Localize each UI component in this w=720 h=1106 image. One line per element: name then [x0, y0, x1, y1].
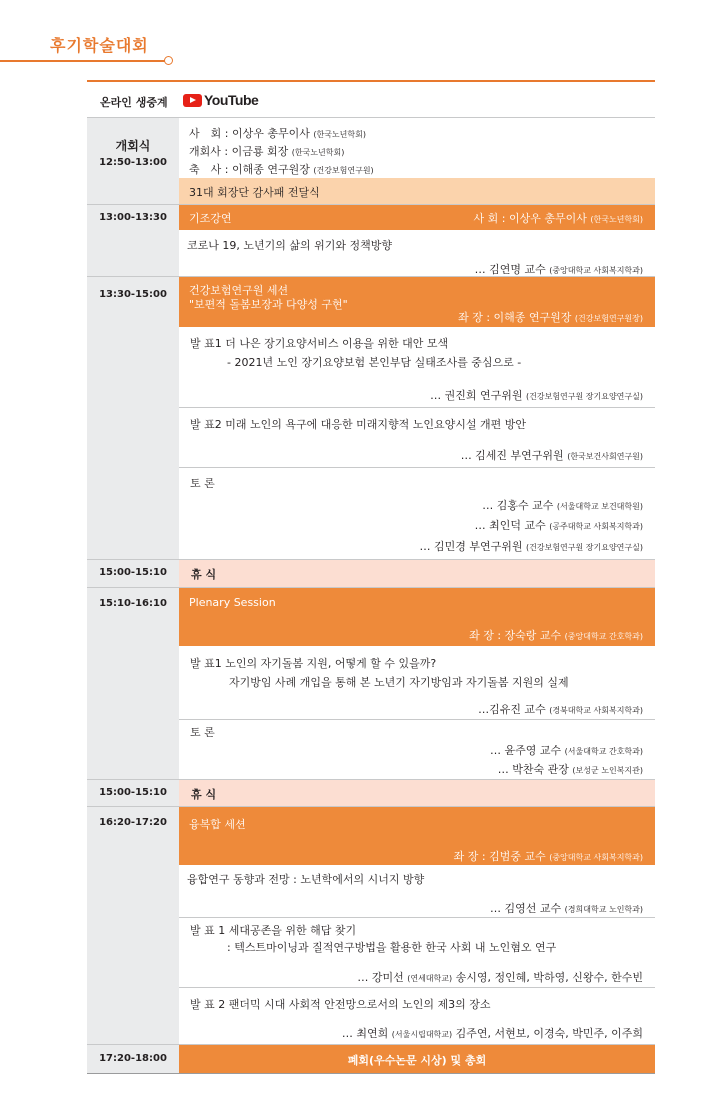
ceremony-label: 31대 회장단 감사패 전달식: [189, 186, 320, 199]
plenary-row: [87, 588, 655, 779]
convergence-chair: 좌 장 : 김범중 교수 (중앙대학교 사회복지학과): [453, 850, 643, 863]
plenary-discussion-label: 토 론: [190, 726, 215, 739]
keynote-time: 13:00-13:30: [99, 212, 167, 223]
closing-time-cell: [87, 1045, 179, 1073]
session1-subtitle: "보편적 돌봄보장과 다양성 구현": [189, 298, 348, 311]
convergence-p1-speakers: … 강미선 (연세대학교) 송시영, 정인혜, 박하영, 신왕수, 한수빈: [357, 971, 643, 984]
youtube-wordmark: YouTube: [204, 92, 259, 108]
plenary-p1-title: 발 표1 노인의 자기돌봄 지원, 어떻게 할 수 있을까?: [190, 657, 437, 670]
ceremony-bar: [179, 178, 655, 204]
content-divider: [179, 467, 655, 468]
closing-time: 17:20-18:00: [99, 1053, 167, 1064]
session1-p1-speaker: … 권진희 연구위원 (건강보험연구원 장기요양연구실): [430, 389, 643, 402]
keynote-time-cell: [87, 205, 179, 276]
keynote-chair: 사 회 : 이상우 총무이사 (한국노년학회): [473, 212, 643, 225]
session1-p1-subtitle: - 2021년 노인 장기요양보험 본인부담 실태조사를 중심으로 -: [227, 356, 522, 369]
keynote-speaker: … 김연명 교수 (중앙대학교 사회복지학과): [474, 263, 643, 276]
session1-header: [179, 277, 655, 327]
convergence-p1-subtitle: : 텍스트마이닝과 질적연구방법을 활용한 한국 사회 내 노인혐오 연구: [227, 941, 557, 954]
table-bottom-border: [87, 1073, 655, 1074]
youtube-play-icon: [183, 94, 202, 107]
convergence-talk-speaker: … 김영선 교수 (경희대학교 노인학과): [490, 902, 643, 915]
session1-title: 건강보험연구원 세션: [189, 284, 289, 297]
convergence-row: [87, 807, 655, 1044]
opening-row: [87, 118, 655, 204]
break1-time-cell: [87, 560, 179, 587]
opening-line-congratulation: 축 사 : 이해종 연구원장 (건강보험연구원): [189, 163, 374, 176]
plenary-chair: 좌 장 : 장숙랑 교수 (중앙대학교 간호학과): [469, 629, 643, 642]
convergence-time: 16:20-17:20: [99, 817, 167, 828]
opening-time-cell: [87, 118, 179, 204]
opening-line-host: 사 회 : 이상우 총무이사 (한국노년학회): [189, 127, 366, 140]
plenary-discussant: … 윤주영 교수 (서울대학교 간호학과): [490, 744, 643, 757]
convergence-p2-speakers: … 최연희 (서울시립대학교) 김주연, 서현보, 이경숙, 박민주, 이주희: [341, 1027, 643, 1040]
keynote-header: [179, 205, 655, 230]
header-dot: [164, 56, 173, 65]
header-divider: [0, 60, 166, 62]
plenary-title: Plenary Session: [189, 596, 276, 609]
session1-discussant: … 김민경 부연구위원 (건강보험연구원 장기요양연구실): [419, 540, 643, 553]
closing-label: 폐회(우수논문 시상) 및 총회: [347, 1054, 487, 1067]
session1-time: 13:30-15:00: [99, 289, 167, 300]
break1-time: 15:00-15:10: [99, 567, 167, 578]
opening-time: 12:50-13:00: [99, 157, 167, 168]
break2-bar: [179, 780, 655, 806]
break2-time-cell: [87, 780, 179, 806]
plenary-p1-speaker: …김유진 교수 (경북대학교 사회복지학과): [478, 703, 643, 716]
content-divider: [179, 407, 655, 408]
content-divider: [179, 719, 655, 720]
session1-row: [87, 277, 655, 559]
closing-bar: [179, 1045, 655, 1073]
break1-bar: [179, 560, 655, 587]
session1-p2-speaker: … 김세진 부연구위원 (한국보건사회연구원): [460, 449, 643, 462]
convergence-p2-title: 발 표 2 팬더믹 시대 사회적 안전망으로서의 노인의 제3의 장소: [190, 998, 491, 1011]
convergence-talk-title: 융합연구 동향과 전망 : 노년학에서의 시너지 방향: [187, 873, 425, 886]
keynote-talk-title: 코로나 19, 노년기의 삶의 위기와 정책방향: [187, 239, 392, 252]
plenary-p1-subtitle: 자기방임 사례 개입을 통해 본 노년기 자기방임과 자기돌봄 지원의 실제: [229, 676, 569, 689]
convergence-time-cell: [87, 807, 179, 1044]
session1-p2-title: 발 표2 미래 노인의 욕구에 대응한 미래지향적 노인요양시설 개편 방안: [190, 418, 526, 431]
session1-chair: 좌 장 : 이해종 연구원장 (건강보험연구원장): [458, 311, 643, 324]
session1-discussant: … 김홍수 교수 (서울대학교 보건대학원): [482, 499, 643, 512]
opening-line-opening-speech: 개회사 : 이금룡 회장 (한국노년학회): [189, 145, 345, 158]
convergence-title: 융복합 세션: [189, 818, 246, 831]
closing-row: [87, 1045, 655, 1073]
content-divider: [179, 987, 655, 988]
youtube-logo[interactable]: [183, 93, 258, 107]
break2-time: 15:00-15:10: [99, 787, 167, 798]
plenary-discussant: … 박찬숙 관장 (보성군 노인복지관): [497, 763, 643, 776]
plenary-time-cell: [87, 588, 179, 779]
plenary-header: [179, 588, 655, 646]
session1-time-cell: [87, 277, 179, 559]
plenary-time: 15:10-16:10: [99, 598, 167, 609]
keynote-row: [87, 205, 655, 276]
convergence-p1-title: 발 표 1 세대공존을 위한 해답 찾기: [190, 924, 357, 937]
section-title: 후기학술대회: [50, 36, 149, 55]
session1-discussant: … 최인덕 교수 (공주대학교 사회복지학과): [474, 519, 643, 532]
online-label: 온라인 생중계: [100, 96, 168, 109]
session1-discussion-label: 토 론: [190, 477, 215, 490]
table-top-border: [87, 80, 655, 82]
session1-p1-title: 발 표1 더 나은 장기요양서비스 이용을 위한 대안 모색: [190, 337, 449, 350]
break2-label: 휴 식: [191, 788, 217, 801]
keynote-title: 기조강연: [189, 212, 232, 225]
break1-label: 휴 식: [191, 568, 217, 581]
break2-row: [87, 780, 655, 806]
opening-time-title: 개회식: [115, 139, 151, 153]
break1-row: [87, 560, 655, 587]
convergence-header: [179, 807, 655, 865]
content-divider: [179, 917, 655, 918]
